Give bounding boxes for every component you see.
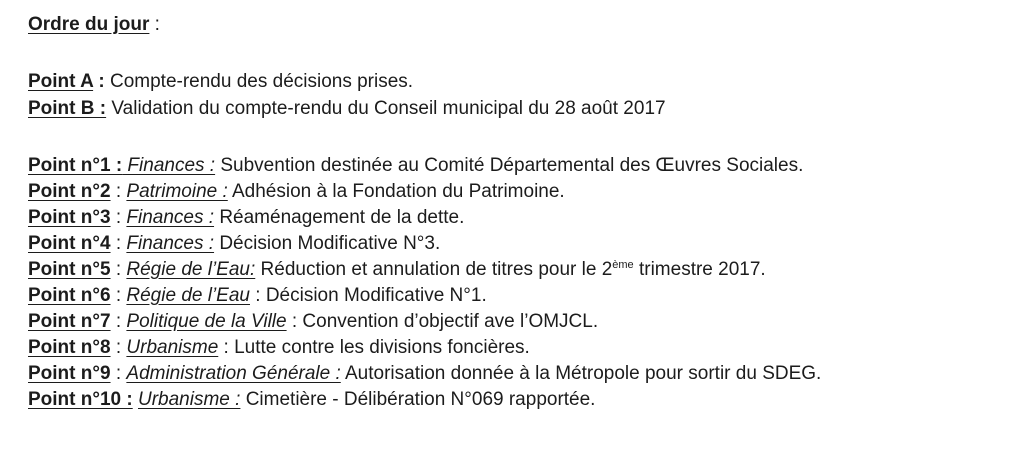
point-text: : Lutte contre les divisions foncières. — [218, 337, 530, 358]
agenda-point-3 — [28, 206, 464, 229]
point-text: Subvention destinée au Comité Départemental des Œuvres Sociales. — [215, 155, 804, 176]
point-superscript: ème — [612, 259, 634, 271]
point-category: Urbanisme : — [138, 389, 241, 410]
item-text: Compte-rendu des décisions prises. — [109, 71, 414, 92]
agenda-point-5 — [28, 258, 766, 281]
point-category: Politique de la Ville — [126, 311, 287, 332]
point-category: Urbanisme — [126, 337, 219, 358]
item-separator: : — [93, 71, 110, 92]
point-category: Régie de l’Eau: — [126, 259, 256, 280]
point-separator: : — [110, 181, 127, 202]
point-label: Point n°1 : — [28, 155, 123, 176]
agenda-point-8 — [28, 336, 530, 359]
point-category: Finances : — [122, 155, 216, 176]
point-separator: : — [110, 207, 127, 228]
agenda-heading-colon: : — [149, 14, 160, 35]
point-label: Point n°6 — [28, 285, 111, 306]
point-separator: : — [110, 337, 127, 358]
point-category: Régie de l’Eau — [126, 285, 250, 306]
point-text: Autorisation donnée à la Métropole pour sortir du SDEG. — [340, 363, 822, 384]
point-label: Point n°9 — [28, 363, 111, 384]
point-label: Point n°10 : — [28, 389, 133, 410]
point-text-after: trimestre 2017. — [633, 259, 766, 280]
point-label: Point n°3 — [28, 207, 111, 228]
item-text: Validation du compte-rendu du Conseil municipal du 28 août 2017 — [111, 98, 666, 119]
agenda-point-2 — [28, 180, 565, 203]
point-label: Point n°8 — [28, 337, 111, 358]
point-text: : Convention d’objectif ave l’OMJCL. — [286, 311, 599, 332]
point-separator: : — [110, 285, 127, 306]
agenda-item-b — [28, 97, 666, 120]
point-category: Finances : — [126, 207, 215, 228]
point-text: Réduction et annulation de titres pour le 2 — [255, 259, 613, 280]
agenda-heading — [28, 14, 160, 36]
point-label: Point n°5 — [28, 259, 111, 280]
point-separator: : — [110, 363, 127, 384]
point-text: Adhésion à la Fondation du Patrimoine. — [227, 181, 565, 202]
point-separator: : — [110, 259, 127, 280]
agenda-point-7 — [28, 310, 598, 333]
agenda-item-a — [28, 70, 413, 93]
point-separator: : — [110, 233, 127, 254]
point-label: Point n°4 — [28, 233, 111, 254]
point-label: Point n°7 — [28, 311, 111, 332]
point-text: Réaménagement de la dette. — [214, 207, 465, 228]
agenda-point-6 — [28, 284, 487, 307]
point-category: Finances : — [126, 233, 215, 254]
agenda-heading-title: Ordre du jour — [28, 14, 150, 35]
point-text: : Décision Modificative N°1. — [249, 285, 487, 306]
item-label: Point A — [28, 71, 94, 92]
agenda-point-10 — [28, 388, 595, 411]
point-label: Point n°2 — [28, 181, 111, 202]
item-label: Point B : — [28, 98, 107, 119]
agenda-point-4 — [28, 232, 440, 255]
agenda-point-9 — [28, 362, 821, 385]
point-text: Cimetière - Délibération N°069 rapportée. — [240, 389, 596, 410]
point-category: Administration Générale : — [126, 363, 341, 384]
agenda-point-1 — [28, 154, 803, 177]
point-separator: : — [110, 311, 127, 332]
point-text: Décision Modificative N°3. — [214, 233, 441, 254]
point-category: Patrimoine : — [126, 181, 228, 202]
